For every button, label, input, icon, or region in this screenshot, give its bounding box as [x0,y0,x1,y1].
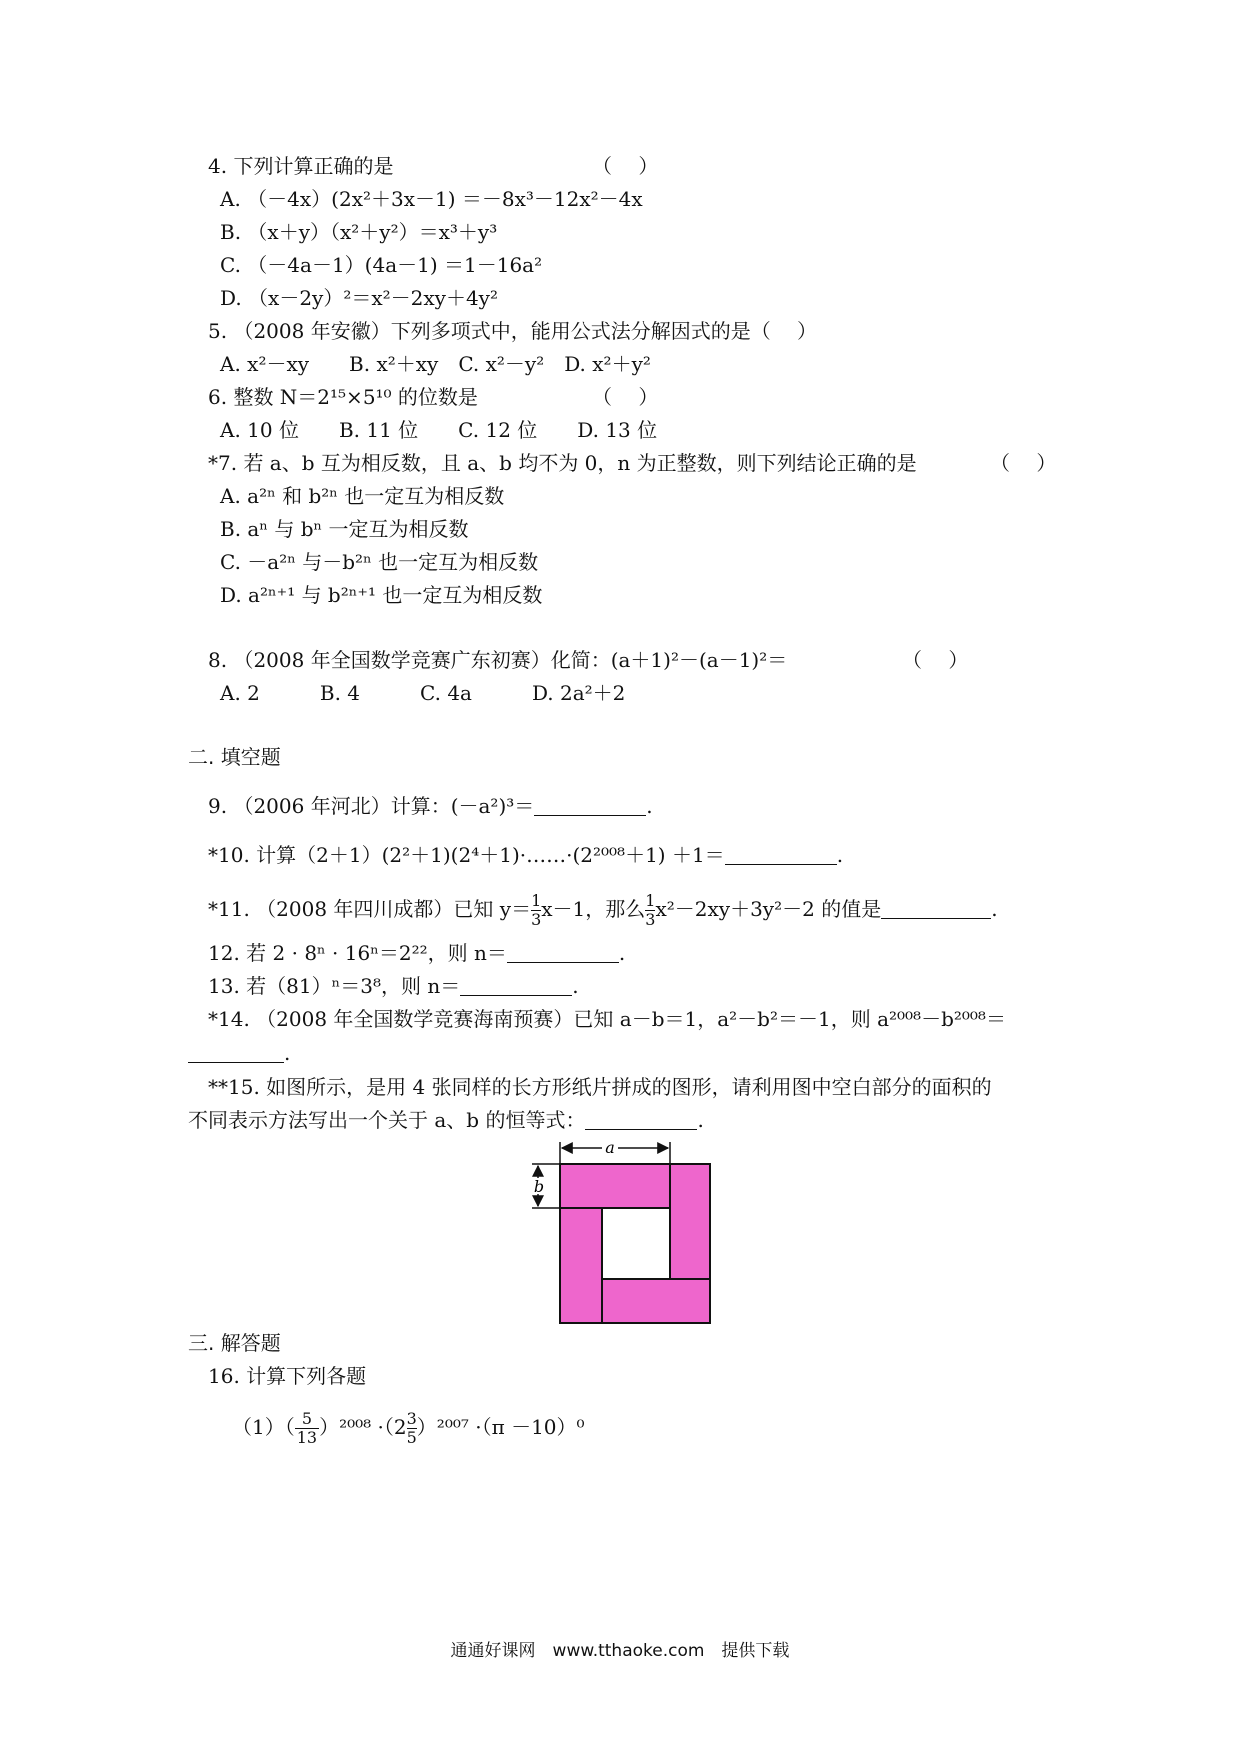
q15-line1: **15. 如图所示，是用 4 张同样的长方形纸片拼成的图形，请利用图中空白部分的面积的 [208,1075,992,1099]
section-answer-heading: 三. 解答题 [188,1331,281,1355]
q6-stem: 6. 整数 N＝2¹⁵×5¹⁰ 的位数是 [208,385,478,409]
q16-fraction-2: $\frac{3}{5}$ [406,1409,417,1447]
tile-bottom [602,1279,710,1323]
q13-text: 13. 若（81）ⁿ＝3⁸，则 n＝ [208,974,461,998]
q12-text: 12. 若 2 · 8ⁿ · 16ⁿ＝2²²，则 n＝ [208,941,507,965]
q7-option-d: D. a²ⁿ⁺¹ 与 b²ⁿ⁺¹ 也一定互为相反数 [220,583,543,607]
q15-line2: 不同表示方法写出一个关于 a、b 的恒等式： . [188,1108,704,1132]
q4-option-d: D. （x－2y）²＝x²－2xy＋4y² [220,286,498,310]
q10-answer-blank[interactable] [725,844,837,865]
q10: *10. 计算（2＋1）(2²＋1)(2⁴＋1)·……·(2²⁰⁰⁸＋1) ＋1＝ . [208,843,844,867]
center-hole [602,1208,670,1279]
q7-answer-paren: （ ） [990,451,1057,475]
q4-option-b: B. （x＋y）（x²＋y²）＝x³＋y³ [220,220,498,244]
q5-stem: 5. （2008 年安徽）下列多项式中，能用公式法分解因式的是（ ） [208,319,818,343]
q11-fraction-2: $\frac{1}{3}$ [645,891,656,929]
q14-answer-blank[interactable] [188,1042,284,1063]
q11-answer-blank[interactable] [881,898,991,919]
q13: 13. 若（81）ⁿ＝3⁸，则 n＝ . [208,974,579,998]
q15-line2-text: 不同表示方法写出一个关于 a、b 的恒等式： [188,1108,586,1132]
page-footer: 通通好课网 www.tthaoke.com 提供下载 [450,1641,790,1661]
q4-stem: 4. 下列计算正确的是 [208,154,394,178]
q16-stem: 16. 计算下列各题 [208,1364,367,1388]
q11-suffix: x²－2xy＋3y²－2 的值是 [655,897,882,921]
q14-blank-line: . [188,1040,290,1066]
q16-part1 [232,1410,585,1447]
label-b: b [533,1177,545,1196]
q10-text: *10. 计算（2＋1）(2²＋1)(2⁴＋1)·……·(2²⁰⁰⁸＋1) ＋1＝ [208,843,725,867]
q7-option-b: B. aⁿ 与 bⁿ 一定互为相反数 [220,517,469,541]
q8-options: A. 2 B. 4 C. 4a D. 2a²＋2 [220,681,626,705]
q12-answer-blank[interactable] [507,942,619,963]
q6-answer-paren: （ ） [592,385,659,409]
rectangles-figure [520,1138,720,1328]
q9-text: 9. （2006 年河北）计算：(－a²)³＝ [208,794,535,818]
q16-part1-exp: ）²⁰⁰⁸ ·（2 [319,1415,407,1439]
q7-stem: *7. 若 a、b 互为相反数，且 a、b 均不为 0，n 为正整数，则下列结论正确的是 [208,451,917,475]
q4-option-c: C. （－4a－1）(4a－1) ＝1－16a² [220,253,543,277]
tile-top [560,1164,670,1208]
q5-options: A. x²－xy B. x²＋xy C. x²－y² D. x²＋y² [220,352,651,376]
q16-part1-tail: ）²⁰⁰⁷ ·（π －10）⁰ [416,1415,585,1439]
tile-right [670,1164,710,1279]
q4-option-a: A. （－4x）(2x²＋3x－1) ＝－8x³－12x²－4x [220,187,643,211]
q11-fraction-1: $\frac{1}{3}$ [531,891,542,929]
q6-options: A. 10 位 B. 11 位 C. 12 位 D. 13 位 [220,418,658,442]
section-fill-in-heading: 二. 填空题 [188,745,281,769]
q12: 12. 若 2 · 8ⁿ · 16ⁿ＝2²²，则 n＝ . [208,941,626,965]
q7-option-a: A. a²ⁿ 和 b²ⁿ 也一定互为相反数 [220,484,505,508]
q14: *14. （2008 年全国数学竞赛海南预赛）已知 a－b＝1，a²－b²＝－1，则 a²⁰⁰⁸－b²⁰⁰⁸＝ [208,1007,1006,1031]
q16-fraction-1: $\frac{5}{13}$ [296,1409,318,1447]
tile-left [560,1208,602,1323]
q11-mid: x－1，那么 [541,897,646,921]
q8-answer-paren: （ ） [902,648,969,672]
paper-tiles [560,1164,710,1323]
q15-answer-blank[interactable] [585,1109,697,1130]
q11: *11. （2008 年四川成都）已知 y＝ $\frac{1}{3}$ x－1，那么 $\frac{1}{3}$ x²－2xy＋3y²－2 的值是 . [208,891,998,929]
q9-answer-blank[interactable] [534,795,646,816]
q13-answer-blank[interactable] [460,975,572,996]
label-a: a [605,1138,615,1157]
q7-option-c: C. －a²ⁿ 与－b²ⁿ 也一定互为相反数 [220,550,539,574]
q8-stem: 8. （2008 年全国数学竞赛广东初赛）化简：(a＋1)²－(a－1)²＝ [208,648,788,672]
q4-answer-paren: （ ） [592,154,659,178]
q9: 9. （2006 年河北）计算：(－a²)³＝ . [208,794,653,818]
q16-part1-lead: （1）（ [232,1415,295,1439]
q11-prefix: *11. （2008 年四川成都）已知 y＝ [208,897,532,921]
